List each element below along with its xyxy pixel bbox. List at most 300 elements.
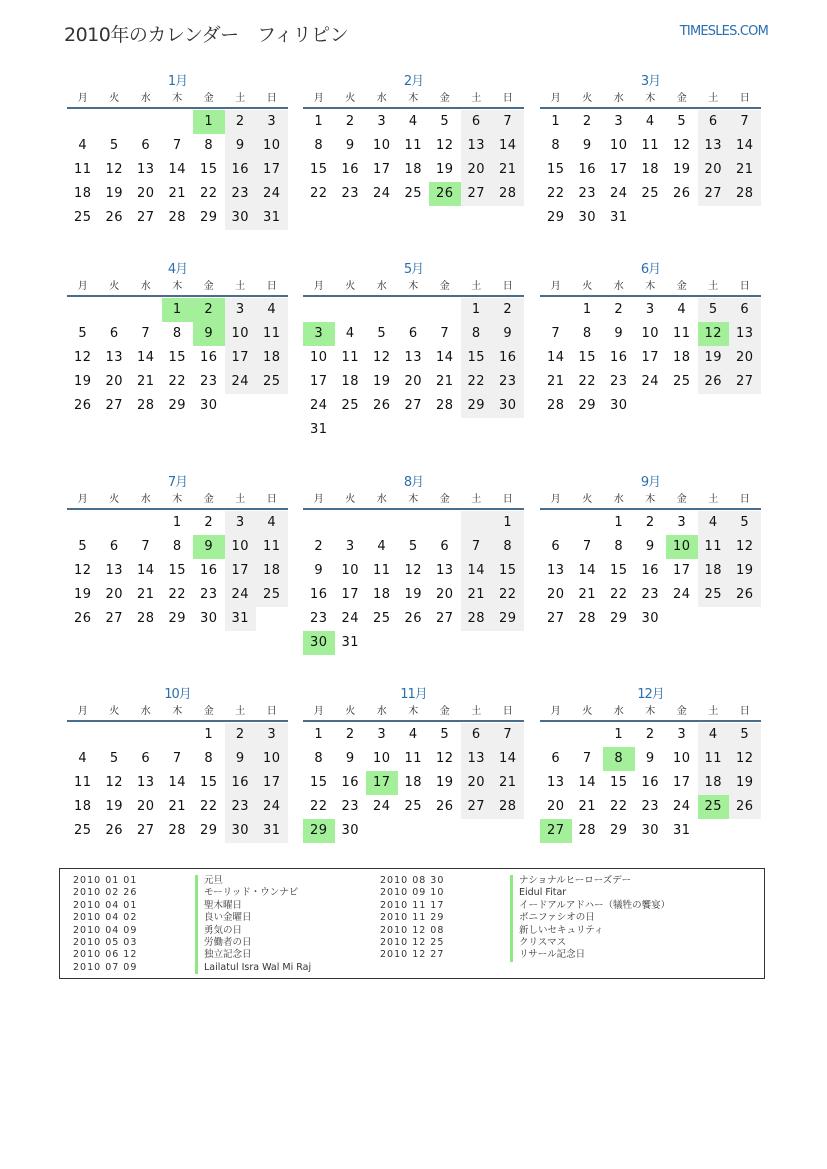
- day-cell[interactable]: 19: [435, 775, 454, 790]
- day-cell[interactable]: 1: [461, 298, 493, 322]
- day-cell[interactable]: 22: [609, 587, 628, 602]
- day-cell[interactable]: 29: [546, 210, 565, 225]
- day-cell[interactable]: 21: [546, 374, 565, 389]
- day-cell[interactable]: 1: [172, 515, 182, 530]
- day-cell[interactable]: 31: [609, 210, 628, 225]
- holiday-day[interactable]: 27: [540, 819, 572, 843]
- day-cell[interactable]: 4: [345, 326, 355, 341]
- day-cell[interactable]: 13: [105, 350, 124, 365]
- day-cell[interactable]: 21: [729, 158, 761, 182]
- day-cell[interactable]: 9: [345, 138, 355, 153]
- day-cell[interactable]: 24: [225, 583, 257, 607]
- day-cell[interactable]: 18: [341, 374, 360, 389]
- day-cell[interactable]: 20: [105, 374, 124, 389]
- day-cell[interactable]: 7: [440, 326, 450, 341]
- day-cell[interactable]: 9: [314, 563, 324, 578]
- day-cell[interactable]: 4: [408, 114, 418, 129]
- day-cell[interactable]: 19: [105, 186, 124, 201]
- day-cell[interactable]: 24: [256, 182, 288, 206]
- holiday-day[interactable]: 26: [429, 182, 461, 206]
- day-cell[interactable]: 25: [341, 398, 360, 413]
- day-cell[interactable]: 28: [168, 823, 187, 838]
- day-cell[interactable]: 1: [314, 114, 324, 129]
- day-cell[interactable]: 18: [404, 162, 423, 177]
- day-cell[interactable]: 20: [105, 587, 124, 602]
- day-cell[interactable]: 11: [73, 162, 92, 177]
- day-cell[interactable]: 27: [136, 210, 155, 225]
- day-cell[interactable]: 30: [641, 823, 660, 838]
- day-cell[interactable]: 7: [492, 723, 524, 747]
- day-cell[interactable]: 3: [677, 727, 687, 742]
- holiday-day[interactable]: 29: [303, 819, 335, 843]
- day-cell[interactable]: 8: [314, 751, 324, 766]
- day-cell[interactable]: 24: [225, 370, 257, 394]
- day-cell[interactable]: 16: [199, 563, 218, 578]
- day-cell[interactable]: 26: [404, 611, 423, 626]
- day-cell[interactable]: 14: [492, 747, 524, 771]
- day-cell[interactable]: 17: [256, 771, 288, 795]
- day-cell[interactable]: 15: [199, 162, 218, 177]
- day-cell[interactable]: 25: [404, 799, 423, 814]
- day-cell[interactable]: 6: [141, 138, 151, 153]
- site-logo[interactable]: TIMESLES.COM: [679, 24, 768, 39]
- day-cell[interactable]: 28: [578, 611, 597, 626]
- day-cell[interactable]: 1: [204, 727, 214, 742]
- day-cell[interactable]: 21: [492, 771, 524, 795]
- day-cell[interactable]: 18: [256, 559, 288, 583]
- day-cell[interactable]: 6: [698, 110, 730, 134]
- day-cell[interactable]: 29: [609, 611, 628, 626]
- day-cell[interactable]: 16: [341, 162, 360, 177]
- day-cell[interactable]: 13: [546, 563, 565, 578]
- day-cell[interactable]: 23: [225, 795, 257, 819]
- holiday-day[interactable]: 1: [162, 298, 194, 322]
- day-cell[interactable]: 31: [309, 422, 328, 437]
- day-cell[interactable]: 24: [372, 799, 391, 814]
- day-cell[interactable]: 15: [168, 563, 187, 578]
- day-cell[interactable]: 13: [546, 775, 565, 790]
- day-cell[interactable]: 28: [729, 182, 761, 206]
- day-cell[interactable]: 19: [698, 346, 730, 370]
- day-cell[interactable]: 14: [136, 563, 155, 578]
- day-cell[interactable]: 12: [435, 751, 454, 766]
- day-cell[interactable]: 26: [73, 398, 92, 413]
- day-cell[interactable]: 22: [461, 370, 493, 394]
- day-cell[interactable]: 5: [109, 751, 119, 766]
- day-cell[interactable]: 17: [372, 162, 391, 177]
- day-cell[interactable]: 12: [105, 162, 124, 177]
- day-cell[interactable]: 31: [225, 607, 257, 631]
- day-cell[interactable]: 18: [256, 346, 288, 370]
- day-cell[interactable]: 5: [729, 723, 761, 747]
- day-cell[interactable]: 9: [645, 539, 655, 554]
- day-cell[interactable]: 27: [698, 182, 730, 206]
- day-cell[interactable]: 23: [199, 374, 218, 389]
- day-cell[interactable]: 21: [435, 374, 454, 389]
- day-cell[interactable]: 3: [645, 302, 655, 317]
- day-cell[interactable]: 29: [199, 210, 218, 225]
- day-cell[interactable]: 25: [404, 186, 423, 201]
- day-cell[interactable]: 10: [309, 350, 328, 365]
- day-cell[interactable]: 22: [199, 799, 218, 814]
- day-cell[interactable]: 3: [225, 298, 257, 322]
- day-cell[interactable]: 16: [641, 775, 660, 790]
- day-cell[interactable]: 18: [404, 775, 423, 790]
- day-cell[interactable]: 28: [492, 795, 524, 819]
- day-cell[interactable]: 15: [492, 559, 524, 583]
- day-cell[interactable]: 22: [168, 587, 187, 602]
- day-cell[interactable]: 6: [461, 723, 493, 747]
- day-cell[interactable]: 23: [199, 587, 218, 602]
- day-cell[interactable]: 5: [729, 511, 761, 535]
- day-cell[interactable]: 4: [78, 751, 88, 766]
- day-cell[interactable]: 9: [225, 747, 257, 771]
- day-cell[interactable]: 19: [672, 162, 691, 177]
- day-cell[interactable]: 4: [408, 727, 418, 742]
- day-cell[interactable]: 19: [372, 374, 391, 389]
- day-cell[interactable]: 8: [172, 539, 182, 554]
- day-cell[interactable]: 15: [309, 162, 328, 177]
- holiday-day[interactable]: 12: [698, 322, 730, 346]
- day-cell[interactable]: 10: [672, 751, 691, 766]
- day-cell[interactable]: 22: [309, 186, 328, 201]
- day-cell[interactable]: 30: [225, 819, 257, 843]
- day-cell[interactable]: 14: [546, 350, 565, 365]
- day-cell[interactable]: 11: [256, 535, 288, 559]
- day-cell[interactable]: 30: [199, 611, 218, 626]
- day-cell[interactable]: 16: [309, 587, 328, 602]
- day-cell[interactable]: 12: [73, 350, 92, 365]
- day-cell[interactable]: 13: [136, 775, 155, 790]
- day-cell[interactable]: 24: [672, 799, 691, 814]
- day-cell[interactable]: 3: [225, 511, 257, 535]
- day-cell[interactable]: 12: [105, 775, 124, 790]
- day-cell[interactable]: 26: [672, 186, 691, 201]
- day-cell[interactable]: 6: [551, 539, 561, 554]
- day-cell[interactable]: 14: [168, 162, 187, 177]
- day-cell[interactable]: 15: [609, 775, 628, 790]
- day-cell[interactable]: 5: [377, 326, 387, 341]
- day-cell[interactable]: 14: [168, 775, 187, 790]
- day-cell[interactable]: 17: [672, 563, 691, 578]
- day-cell[interactable]: 30: [578, 210, 597, 225]
- day-cell[interactable]: 12: [435, 138, 454, 153]
- day-cell[interactable]: 7: [141, 539, 151, 554]
- day-cell[interactable]: 12: [672, 138, 691, 153]
- day-cell[interactable]: 22: [492, 583, 524, 607]
- day-cell[interactable]: 7: [141, 326, 151, 341]
- day-cell[interactable]: 28: [578, 823, 597, 838]
- day-cell[interactable]: 9: [345, 751, 355, 766]
- day-cell[interactable]: 20: [546, 587, 565, 602]
- day-cell[interactable]: 7: [172, 751, 182, 766]
- day-cell[interactable]: 15: [461, 346, 493, 370]
- day-cell[interactable]: 14: [729, 134, 761, 158]
- day-cell[interactable]: 5: [440, 727, 450, 742]
- day-cell[interactable]: 15: [578, 350, 597, 365]
- day-cell[interactable]: 2: [225, 723, 257, 747]
- day-cell[interactable]: 5: [408, 539, 418, 554]
- day-cell[interactable]: 19: [435, 162, 454, 177]
- day-cell[interactable]: 23: [641, 587, 660, 602]
- day-cell[interactable]: 4: [677, 302, 687, 317]
- day-cell[interactable]: 21: [578, 587, 597, 602]
- day-cell[interactable]: 4: [645, 114, 655, 129]
- day-cell[interactable]: 13: [729, 322, 761, 346]
- day-cell[interactable]: 4: [698, 511, 730, 535]
- day-cell[interactable]: 15: [168, 350, 187, 365]
- day-cell[interactable]: 25: [73, 210, 92, 225]
- day-cell[interactable]: 30: [341, 823, 360, 838]
- day-cell[interactable]: 23: [492, 370, 524, 394]
- day-cell[interactable]: 17: [341, 587, 360, 602]
- day-cell[interactable]: 20: [136, 186, 155, 201]
- day-cell[interactable]: 21: [136, 374, 155, 389]
- day-cell[interactable]: 29: [168, 398, 187, 413]
- day-cell[interactable]: 27: [136, 823, 155, 838]
- day-cell[interactable]: 9: [225, 134, 257, 158]
- day-cell[interactable]: 7: [582, 539, 592, 554]
- day-cell[interactable]: 30: [225, 206, 257, 230]
- day-cell[interactable]: 5: [78, 539, 88, 554]
- day-cell[interactable]: 3: [256, 723, 288, 747]
- day-cell[interactable]: 5: [440, 114, 450, 129]
- day-cell[interactable]: 27: [461, 182, 493, 206]
- day-cell[interactable]: 31: [256, 819, 288, 843]
- day-cell[interactable]: 20: [546, 799, 565, 814]
- day-cell[interactable]: 4: [78, 138, 88, 153]
- day-cell[interactable]: 27: [461, 795, 493, 819]
- day-cell[interactable]: 5: [698, 298, 730, 322]
- day-cell[interactable]: 11: [698, 747, 730, 771]
- day-cell[interactable]: 2: [614, 302, 624, 317]
- day-cell[interactable]: 6: [141, 751, 151, 766]
- day-cell[interactable]: 1: [614, 515, 624, 530]
- day-cell[interactable]: 2: [645, 727, 655, 742]
- day-cell[interactable]: 10: [372, 138, 391, 153]
- day-cell[interactable]: 17: [309, 374, 328, 389]
- day-cell[interactable]: 11: [698, 535, 730, 559]
- day-cell[interactable]: 22: [168, 374, 187, 389]
- day-cell[interactable]: 20: [435, 587, 454, 602]
- day-cell[interactable]: 4: [256, 298, 288, 322]
- day-cell[interactable]: 11: [256, 322, 288, 346]
- day-cell[interactable]: 16: [341, 775, 360, 790]
- day-cell[interactable]: 27: [105, 611, 124, 626]
- day-cell[interactable]: 1: [614, 727, 624, 742]
- day-cell[interactable]: 1: [492, 511, 524, 535]
- day-cell[interactable]: 25: [256, 370, 288, 394]
- day-cell[interactable]: 29: [461, 394, 493, 418]
- day-cell[interactable]: 13: [698, 134, 730, 158]
- day-cell[interactable]: 8: [614, 539, 624, 554]
- day-cell[interactable]: 5: [677, 114, 687, 129]
- day-cell[interactable]: 28: [136, 611, 155, 626]
- holiday-day[interactable]: 3: [303, 322, 335, 346]
- day-cell[interactable]: 29: [168, 611, 187, 626]
- day-cell[interactable]: 17: [641, 350, 660, 365]
- day-cell[interactable]: 24: [609, 186, 628, 201]
- day-cell[interactable]: 23: [225, 182, 257, 206]
- day-cell[interactable]: 3: [345, 539, 355, 554]
- day-cell[interactable]: 30: [641, 611, 660, 626]
- day-cell[interactable]: 6: [551, 751, 561, 766]
- day-cell[interactable]: 26: [73, 611, 92, 626]
- day-cell[interactable]: 29: [609, 823, 628, 838]
- day-cell[interactable]: 28: [435, 398, 454, 413]
- day-cell[interactable]: 25: [698, 583, 730, 607]
- day-cell[interactable]: 28: [546, 398, 565, 413]
- day-cell[interactable]: 14: [578, 563, 597, 578]
- day-cell[interactable]: 2: [225, 110, 257, 134]
- day-cell[interactable]: 2: [345, 727, 355, 742]
- holiday-day[interactable]: 17: [366, 771, 398, 795]
- day-cell[interactable]: 11: [73, 775, 92, 790]
- day-cell[interactable]: 22: [309, 799, 328, 814]
- day-cell[interactable]: 11: [372, 563, 391, 578]
- day-cell[interactable]: 8: [582, 326, 592, 341]
- day-cell[interactable]: 12: [372, 350, 391, 365]
- day-cell[interactable]: 4: [377, 539, 387, 554]
- day-cell[interactable]: 19: [729, 559, 761, 583]
- day-cell[interactable]: 11: [641, 138, 660, 153]
- day-cell[interactable]: 14: [435, 350, 454, 365]
- holiday-day[interactable]: 9: [193, 322, 225, 346]
- day-cell[interactable]: 7: [582, 751, 592, 766]
- day-cell[interactable]: 12: [73, 563, 92, 578]
- day-cell[interactable]: 23: [578, 186, 597, 201]
- day-cell[interactable]: 4: [698, 723, 730, 747]
- day-cell[interactable]: 21: [136, 587, 155, 602]
- day-cell[interactable]: 10: [372, 751, 391, 766]
- day-cell[interactable]: 16: [641, 563, 660, 578]
- day-cell[interactable]: 8: [204, 138, 214, 153]
- day-cell[interactable]: 16: [225, 158, 257, 182]
- day-cell[interactable]: 16: [225, 771, 257, 795]
- day-cell[interactable]: 26: [435, 799, 454, 814]
- day-cell[interactable]: 27: [729, 370, 761, 394]
- day-cell[interactable]: 19: [729, 771, 761, 795]
- day-cell[interactable]: 8: [314, 138, 324, 153]
- holiday-day[interactable]: 2: [193, 298, 225, 322]
- day-cell[interactable]: 11: [404, 138, 423, 153]
- day-cell[interactable]: 18: [73, 799, 92, 814]
- day-cell[interactable]: 11: [672, 326, 691, 341]
- day-cell[interactable]: 15: [546, 162, 565, 177]
- day-cell[interactable]: 11: [404, 751, 423, 766]
- day-cell[interactable]: 9: [582, 138, 592, 153]
- day-cell[interactable]: 30: [609, 398, 628, 413]
- day-cell[interactable]: 13: [136, 162, 155, 177]
- day-cell[interactable]: 29: [199, 823, 218, 838]
- day-cell[interactable]: 20: [729, 346, 761, 370]
- day-cell[interactable]: 16: [609, 350, 628, 365]
- day-cell[interactable]: 26: [105, 210, 124, 225]
- day-cell[interactable]: 8: [492, 535, 524, 559]
- day-cell[interactable]: 2: [345, 114, 355, 129]
- day-cell[interactable]: 7: [729, 110, 761, 134]
- day-cell[interactable]: 7: [461, 535, 493, 559]
- day-cell[interactable]: 8: [461, 322, 493, 346]
- day-cell[interactable]: 28: [492, 182, 524, 206]
- day-cell[interactable]: 13: [404, 350, 423, 365]
- day-cell[interactable]: 10: [225, 322, 257, 346]
- day-cell[interactable]: 20: [136, 799, 155, 814]
- day-cell[interactable]: 7: [492, 110, 524, 134]
- day-cell[interactable]: 23: [609, 374, 628, 389]
- day-cell[interactable]: 6: [109, 326, 119, 341]
- day-cell[interactable]: 11: [341, 350, 360, 365]
- day-cell[interactable]: 21: [168, 799, 187, 814]
- day-cell[interactable]: 25: [256, 583, 288, 607]
- day-cell[interactable]: 16: [492, 346, 524, 370]
- day-cell[interactable]: 30: [492, 394, 524, 418]
- day-cell[interactable]: 23: [341, 799, 360, 814]
- day-cell[interactable]: 19: [105, 799, 124, 814]
- day-cell[interactable]: 25: [672, 374, 691, 389]
- day-cell[interactable]: 13: [105, 563, 124, 578]
- holiday-day[interactable]: 10: [666, 535, 698, 559]
- day-cell[interactable]: 28: [136, 398, 155, 413]
- day-cell[interactable]: 12: [404, 563, 423, 578]
- day-cell[interactable]: 15: [309, 775, 328, 790]
- day-cell[interactable]: 14: [461, 559, 493, 583]
- day-cell[interactable]: 27: [105, 398, 124, 413]
- day-cell[interactable]: 10: [225, 535, 257, 559]
- day-cell[interactable]: 9: [645, 751, 655, 766]
- day-cell[interactable]: 9: [492, 322, 524, 346]
- day-cell[interactable]: 30: [199, 398, 218, 413]
- day-cell[interactable]: 27: [404, 398, 423, 413]
- day-cell[interactable]: 3: [677, 515, 687, 530]
- day-cell[interactable]: 24: [341, 611, 360, 626]
- day-cell[interactable]: 13: [435, 563, 454, 578]
- day-cell[interactable]: 20: [698, 158, 730, 182]
- day-cell[interactable]: 6: [729, 298, 761, 322]
- day-cell[interactable]: 25: [372, 611, 391, 626]
- day-cell[interactable]: 18: [698, 559, 730, 583]
- day-cell[interactable]: 19: [73, 587, 92, 602]
- day-cell[interactable]: 31: [256, 206, 288, 230]
- day-cell[interactable]: 1: [314, 727, 324, 742]
- day-cell[interactable]: 17: [225, 346, 257, 370]
- day-cell[interactable]: 24: [641, 374, 660, 389]
- day-cell[interactable]: 22: [609, 799, 628, 814]
- day-cell[interactable]: 18: [73, 186, 92, 201]
- holiday-day[interactable]: 8: [603, 747, 635, 771]
- day-cell[interactable]: 7: [551, 326, 561, 341]
- day-cell[interactable]: 23: [641, 799, 660, 814]
- day-cell[interactable]: 21: [168, 186, 187, 201]
- day-cell[interactable]: 26: [105, 823, 124, 838]
- day-cell[interactable]: 9: [614, 326, 624, 341]
- day-cell[interactable]: 1: [582, 302, 592, 317]
- day-cell[interactable]: 10: [256, 747, 288, 771]
- day-cell[interactable]: 3: [614, 114, 624, 129]
- day-cell[interactable]: 17: [672, 775, 691, 790]
- day-cell[interactable]: 8: [172, 326, 182, 341]
- day-cell[interactable]: 16: [199, 350, 218, 365]
- day-cell[interactable]: 22: [578, 374, 597, 389]
- day-cell[interactable]: 26: [729, 795, 761, 819]
- day-cell[interactable]: 18: [372, 587, 391, 602]
- day-cell[interactable]: 15: [609, 563, 628, 578]
- day-cell[interactable]: 18: [672, 350, 691, 365]
- day-cell[interactable]: 25: [73, 823, 92, 838]
- holiday-day[interactable]: 25: [698, 795, 730, 819]
- day-cell[interactable]: 10: [641, 326, 660, 341]
- day-cell[interactable]: 2: [204, 515, 214, 530]
